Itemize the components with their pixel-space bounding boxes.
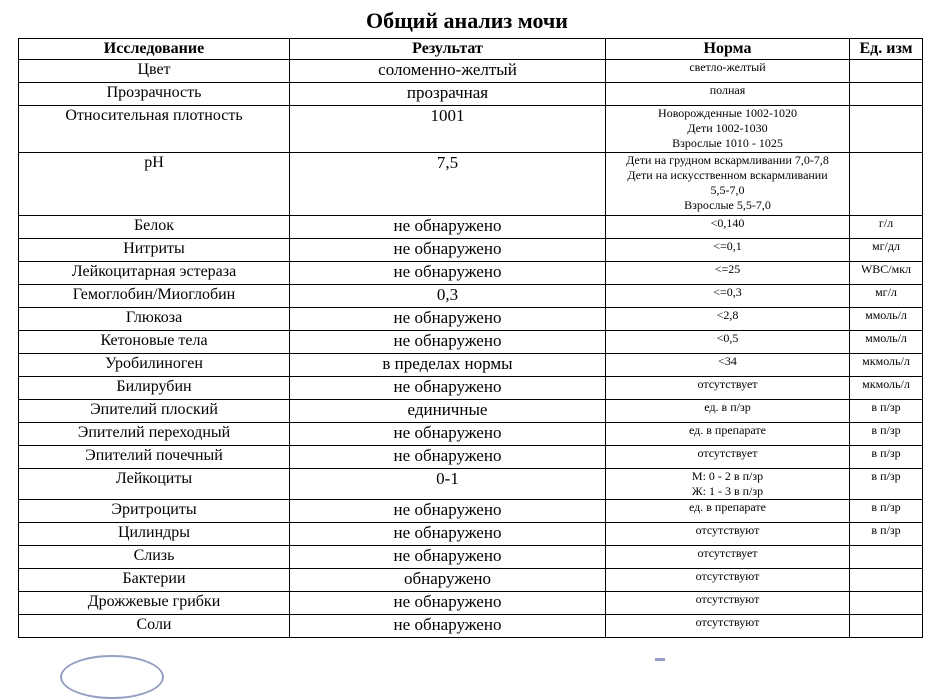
table-row — [19, 546, 923, 569]
table-row — [19, 106, 923, 153]
unit — [850, 569, 923, 592]
test-name: Лейкоциты — [19, 469, 290, 500]
test-result: не обнаружено — [290, 331, 606, 354]
test-result: не обнаружено — [290, 615, 606, 638]
table-row — [19, 423, 923, 446]
test-name: Нитриты — [19, 239, 290, 262]
test-result: не обнаружено — [290, 423, 606, 446]
reference-range — [606, 239, 850, 262]
reference-range — [606, 285, 850, 308]
unit: в п/зр — [850, 469, 923, 500]
reference-range — [606, 106, 850, 153]
reference-range-line: ед. в п/зр — [704, 400, 751, 414]
unit: мкмоль/л — [850, 354, 923, 377]
reference-range-line: отсутствует — [697, 546, 758, 560]
reference-range-line: М: 0 - 2 в п/зр — [691, 469, 764, 483]
reference-range-line: Дети на искусственном вскармливании — [627, 168, 828, 182]
test-name: Дрожжевые грибки — [19, 592, 290, 615]
reference-range — [606, 400, 850, 423]
reference-range — [606, 469, 850, 500]
unit: ммоль/л — [850, 308, 923, 331]
table-row — [19, 615, 923, 638]
test-result: не обнаружено — [290, 262, 606, 285]
reference-range — [606, 308, 850, 331]
signature-mark — [655, 658, 665, 661]
reference-range-line: ед. в препарате — [688, 423, 767, 437]
reference-range — [606, 446, 850, 469]
unit: в п/зр — [850, 400, 923, 423]
table-row — [19, 500, 923, 523]
test-result: соломенно-желтый — [290, 60, 606, 83]
table-row — [19, 331, 923, 354]
reference-range-line: полная — [709, 83, 746, 97]
reference-range-line: отсутствует — [697, 446, 758, 460]
header-unit: Ед. изм — [850, 39, 923, 60]
test-name: Бактерии — [19, 569, 290, 592]
reference-range — [606, 615, 850, 638]
reference-range-line: <34 — [718, 354, 737, 368]
reference-range-line: отсутствуют — [695, 569, 760, 583]
test-result: не обнаружено — [290, 592, 606, 615]
reference-range — [606, 523, 850, 546]
test-result: не обнаружено — [290, 500, 606, 523]
test-name: pH — [19, 153, 290, 216]
test-name: Эритроциты — [19, 500, 290, 523]
reference-range — [606, 331, 850, 354]
table-row — [19, 83, 923, 106]
unit — [850, 592, 923, 615]
test-name: Билирубин — [19, 377, 290, 400]
unit: в п/зр — [850, 423, 923, 446]
test-result: обнаружено — [290, 569, 606, 592]
reference-range — [606, 546, 850, 569]
test-result: не обнаружено — [290, 446, 606, 469]
unit — [850, 83, 923, 106]
reference-range-line: <=25 — [714, 262, 741, 276]
reference-range — [606, 83, 850, 106]
reference-range-line: отсутствуют — [695, 615, 760, 629]
reference-range — [606, 153, 850, 216]
test-name: Соли — [19, 615, 290, 638]
results-table — [18, 38, 923, 638]
test-name: Цвет — [19, 60, 290, 83]
test-name: Лейкоцитарная эстераза — [19, 262, 290, 285]
test-name: Слизь — [19, 546, 290, 569]
reference-range-line: ед. в препарате — [688, 500, 767, 514]
test-name: Глюкоза — [19, 308, 290, 331]
test-name: Гемоглобин/Миоглобин — [19, 285, 290, 308]
table-row — [19, 523, 923, 546]
test-name: Цилиндры — [19, 523, 290, 546]
reference-range-line: отсутствуют — [695, 523, 760, 537]
test-result: не обнаружено — [290, 239, 606, 262]
unit — [850, 60, 923, 83]
stamp-mark — [60, 655, 164, 699]
test-result: прозрачная — [290, 83, 606, 106]
table-row — [19, 60, 923, 83]
reference-range-line: Дети на грудном вскармливании 7,0-7,8 — [626, 153, 829, 167]
test-result: не обнаружено — [290, 377, 606, 400]
table-row — [19, 216, 923, 239]
unit: ммоль/л — [850, 331, 923, 354]
reference-range-line: <=0,3 — [713, 285, 742, 299]
test-result: не обнаружено — [290, 546, 606, 569]
unit: WBC/мкл — [850, 262, 923, 285]
unit: г/л — [850, 216, 923, 239]
unit: мг/дл — [850, 239, 923, 262]
test-result: не обнаружено — [290, 308, 606, 331]
reference-range-line: Новорожденные 1002-1020 — [658, 106, 797, 120]
reference-range — [606, 216, 850, 239]
table-body — [19, 60, 923, 638]
table-row — [19, 153, 923, 216]
table-row — [19, 446, 923, 469]
unit: мг/л — [850, 285, 923, 308]
test-name: Эпителий плоский — [19, 400, 290, 423]
table-row — [19, 354, 923, 377]
reference-range-line: отсутствует — [697, 377, 758, 391]
reference-range-line: <2,8 — [716, 308, 739, 322]
table-row — [19, 569, 923, 592]
test-result: не обнаружено — [290, 523, 606, 546]
reference-range — [606, 423, 850, 446]
table-row — [19, 377, 923, 400]
test-name: Относительная плотность — [19, 106, 290, 153]
unit — [850, 615, 923, 638]
table-header-row — [19, 39, 923, 60]
reference-range — [606, 592, 850, 615]
table-row — [19, 308, 923, 331]
unit: мкмоль/л — [850, 377, 923, 400]
unit: в п/зр — [850, 446, 923, 469]
table-row — [19, 592, 923, 615]
reference-range — [606, 354, 850, 377]
test-name: Эпителий переходный — [19, 423, 290, 446]
test-name: Эпителий почечный — [19, 446, 290, 469]
unit — [850, 546, 923, 569]
table-row — [19, 400, 923, 423]
unit — [850, 153, 923, 216]
table-row — [19, 239, 923, 262]
reference-range-line: <=0,1 — [713, 239, 742, 253]
reference-range — [606, 60, 850, 83]
test-name: Прозрачность — [19, 83, 290, 106]
reference-range — [606, 262, 850, 285]
unit — [850, 106, 923, 153]
unit: в п/зр — [850, 523, 923, 546]
header-norm: Норма — [606, 39, 850, 60]
header-test: Исследование — [19, 39, 290, 60]
reference-range-line: Взрослые 1010 - 1025 — [672, 136, 783, 150]
reference-range-line: <0,140 — [710, 216, 745, 230]
test-result: не обнаружено — [290, 216, 606, 239]
test-result: 1001 — [290, 106, 606, 153]
test-result: 7,5 — [290, 153, 606, 216]
test-result: в пределах нормы — [290, 354, 606, 377]
test-result: 0-1 — [290, 469, 606, 500]
test-result: единичные — [290, 400, 606, 423]
reference-range-line: Дети 1002-1030 — [687, 121, 768, 135]
reference-range-line: Ж: 1 - 3 в п/зр — [691, 484, 764, 498]
test-result: 0,3 — [290, 285, 606, 308]
table-row — [19, 469, 923, 500]
reference-range-line: 5,5-7,0 — [710, 183, 745, 197]
reference-range — [606, 377, 850, 400]
table-row — [19, 285, 923, 308]
reference-range-line: светло-желтый — [689, 60, 766, 74]
test-name: Уробилиноген — [19, 354, 290, 377]
reference-range — [606, 569, 850, 592]
reference-range-line: <0,5 — [716, 331, 739, 345]
page-title: Общий анализ мочи — [366, 8, 568, 33]
reference-range-line: отсутствуют — [695, 592, 760, 606]
header-result: Результат — [290, 39, 606, 60]
unit: в п/зр — [850, 500, 923, 523]
table-row — [19, 262, 923, 285]
test-name: Кетоновые тела — [19, 331, 290, 354]
test-name: Белок — [19, 216, 290, 239]
reference-range — [606, 500, 850, 523]
reference-range-line: Взрослые 5,5-7,0 — [684, 198, 771, 212]
